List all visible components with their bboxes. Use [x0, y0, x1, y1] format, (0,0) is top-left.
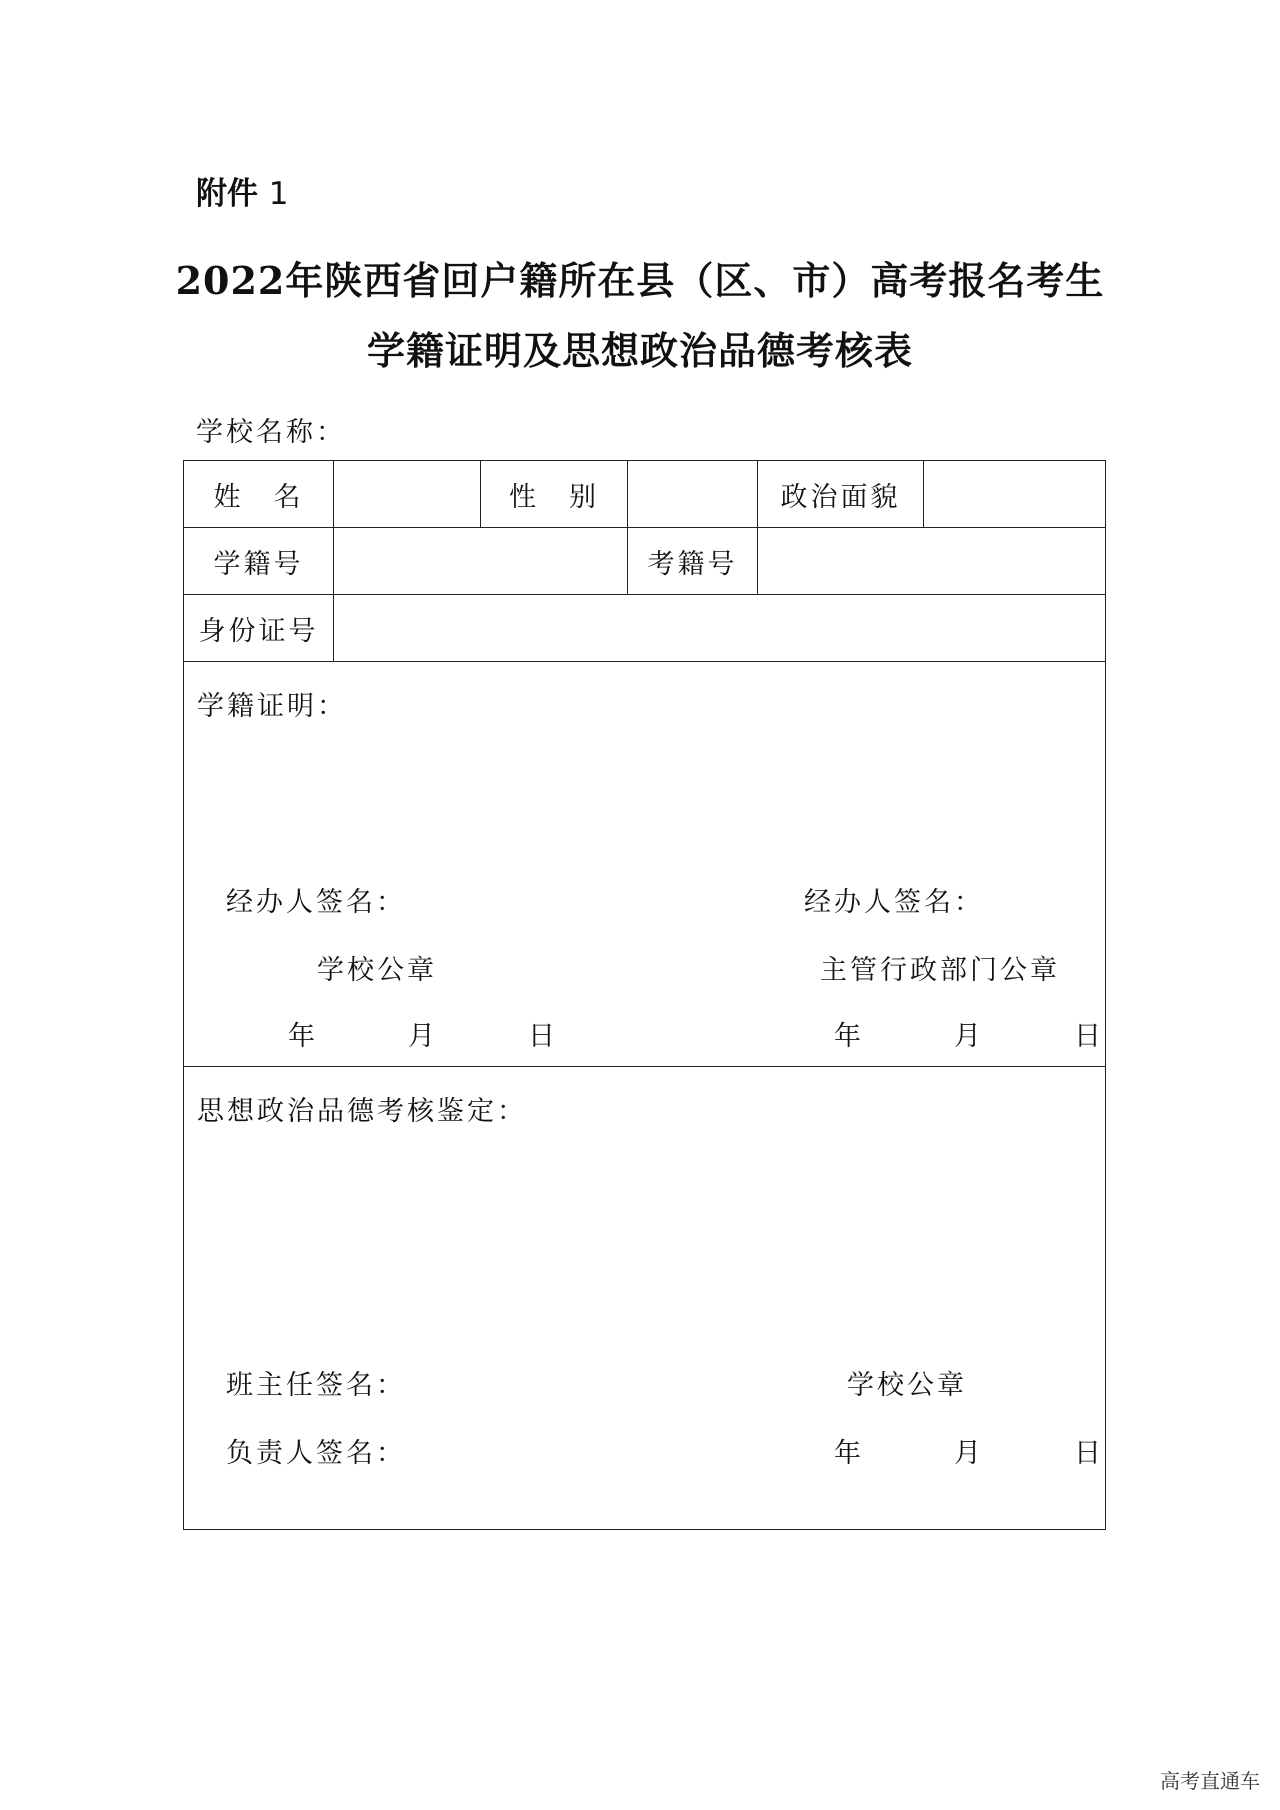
student-id-field[interactable]	[334, 528, 628, 595]
assessment-form-table	[183, 460, 1106, 1530]
right-date-label: 年 月 日	[834, 1021, 1104, 1052]
title-line-2: 学籍证明及思想政治品德考核表	[366, 328, 913, 373]
moral-assessment-section	[184, 1067, 1106, 1530]
student-id-label: 学籍号	[184, 528, 334, 595]
exam-id-label: 考籍号	[628, 528, 758, 595]
political-status-label: 政治面貌	[758, 461, 924, 528]
school-name-label: 学校名称：	[196, 417, 346, 448]
attachment-label	[196, 168, 289, 213]
name-label: 姓 名	[184, 461, 334, 528]
exam-id-field[interactable]	[758, 528, 1106, 595]
moral-assessment-heading: 思想政治品德考核鉴定：	[197, 1096, 527, 1127]
left-seal-label: 学校公章	[317, 955, 437, 986]
assessment-date-label: 年 月 日	[834, 1438, 1104, 1469]
watermark: 高考直通车	[1160, 1769, 1260, 1793]
gender-field[interactable]	[628, 461, 758, 528]
enrollment-proof-section	[184, 662, 1106, 1067]
attachment-text: 附件	[196, 176, 258, 212]
left-date-label: 年 月 日	[288, 1021, 558, 1052]
table-row	[184, 1067, 1106, 1530]
name-field[interactable]	[334, 461, 481, 528]
id-card-field[interactable]	[334, 595, 1106, 662]
title-line-1: 2022年陕西省回户籍所在县（区、市）高考报名考生	[175, 258, 1105, 303]
right-signer-label: 经办人签名：	[804, 887, 984, 918]
right-seal-label: 主管行政部门公章	[820, 955, 1060, 986]
school-seal-label: 学校公章	[847, 1370, 967, 1401]
enrollment-proof-heading: 学籍证明：	[197, 691, 347, 722]
head-teacher-sign-label: 班主任签名：	[226, 1370, 406, 1401]
table-row	[184, 528, 1106, 595]
table-row	[184, 461, 1106, 528]
attachment-number: 1	[268, 176, 289, 212]
table-row	[184, 662, 1106, 1067]
table-row	[184, 595, 1106, 662]
left-signer-label: 经办人签名：	[226, 887, 406, 918]
id-card-label: 身份证号	[184, 595, 334, 662]
political-status-field[interactable]	[924, 461, 1106, 528]
gender-label: 性 别	[481, 461, 628, 528]
responsible-sign-label: 负责人签名：	[226, 1438, 406, 1469]
